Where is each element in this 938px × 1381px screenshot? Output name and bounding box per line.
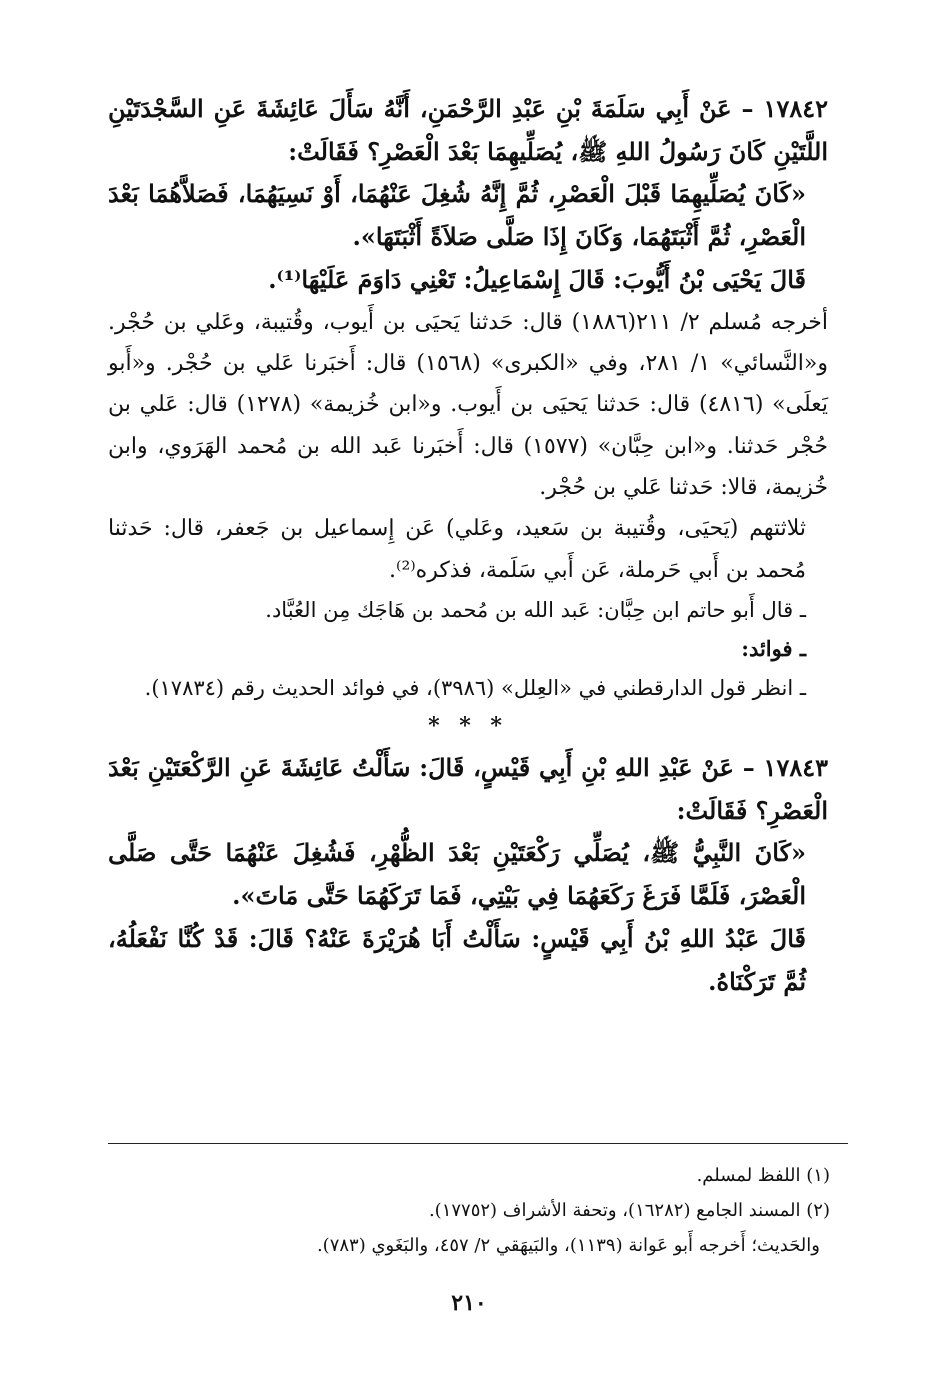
footnote-divider bbox=[108, 1143, 848, 1144]
footnote-1: (١) اللفظ لمسلم. bbox=[696, 1165, 830, 1186]
section-separator: * * * bbox=[428, 712, 508, 739]
fawaid-heading: ـ فوائد: bbox=[741, 635, 806, 661]
ibn-hibban-note: ـ قال أَبو حاتم ابن حِبَّان: عَبد الله بن مُحمد بن هَاجَك مِن العُبَّاد. bbox=[265, 598, 806, 623]
footnote-2-continuation: والحَديث؛ أَخرجه أَبو عَوانة (١١٣٩)، والبَيهَقي ٢/ ٤٥٧، والبَغَوي (٧٨٣). bbox=[316, 1235, 820, 1257]
hadith-17842-isnad: ١٧٨٤٢ – عَنْ أَبِي سَلَمَةَ بْنِ عَبْدِ الرَّحْمَنِ، أَنَّهُ سَأَلَ عَائِشَةَ عَنِ السَّجْدَتَيْنِ اللَّتَيْنِ كَانَ رَسُولُ اللهِ ﷺ، يُصَلِّيهِمَا بَعْدَ الْعَصْرِ؟ فَقَالَتْ: bbox=[108, 94, 828, 166]
hadith-17843-isnad: ١٧٨٤٣ – عَنْ عَبْدِ اللهِ بْنِ أَبِي قَيْسٍ، قَالَ: سَأَلْتُ عَائِشَةَ عَنِ الرَّكْعَتَيْنِ بَعْدَ الْعَصْرِ؟ فَقَالَتْ: bbox=[108, 753, 828, 825]
hadith-17842-matn: «كَانَ يُصَلِّيهِمَا قَبْلَ الْعَصْرِ، ثُمَّ إِنَّهُ شُغِلَ عَنْهُمَا، أَوْ نَسِيَهُمَا، فَصَلاَّهُمَا بَعْدَ الْعَصْرِ، ثُمَّ أَثْبَتَهُمَا، وَكَانَ إِذَا صَلَّى صَلاَةً أَثْبَتَهَا». bbox=[108, 179, 806, 252]
page-number: ٢١٠ bbox=[451, 1290, 487, 1316]
hadith-17843-matn: «كَانَ النَّبِيُّ ﷺ، يُصَلِّي رَكْعَتَيْنِ بَعْدَ الظُّهْرِ، فَشُغِلَ عَنْهُمَا حَتَّى صَلَّى الْعَصْرَ، فَلَمَّا فَرَغَ رَكَعَهُمَا فِي بَيْتِي، فَمَا تَرَكَهُمَا حَتَّى مَاتَ». bbox=[108, 838, 806, 911]
hadith-17842-narrator-comment: قَالَ يَحْيَى بْنُ أَيُّوبَ: قَالَ إِسْمَاعِيلُ: تَعْنِي دَاوَمَ عَلَيْهَا⁽¹⁾. bbox=[268, 264, 806, 294]
page-body bbox=[108, 88, 828, 1003]
footnotes bbox=[108, 1158, 830, 1263]
fawaid-note: ـ انظر قول الدارقطني في «العِلل» (٣٩٨٦)، في فوائد الحديث رقم (١٧٨٣٤). bbox=[144, 675, 806, 700]
hadith-17843-narrator-comment: قَالَ عَبْدُ اللهِ بْنُ أَبِي قَيْسٍ: سَأَلْتُ أَبَا هُرَيْرَةَ عَنْهُ؟ قَالَ: قَدْ كُنَّا نَفْعَلُهُ، ثُمَّ تَرَكْنَاهُ. bbox=[108, 923, 806, 996]
hadith-17842-chain: ثلاثتهم (يَحيَى، وقُتيبة بن سَعيد، وعَلي) عَن إِسماعيل بن جَعفر، قال: حَدثنا مُحمد بن أَبي حَرملة، عَن أَبي سَلَمة، فذكره⁽²⁾. bbox=[108, 516, 806, 583]
hadith-17842-takhrij: أخرجه مُسلم ٢/ ٢١١(١٨٨٦) قال: حَدثنا يَحيَى بن أَيوب، وقُتيبة، وعَلي بن حُجْر. و«النَّسائي» ١/ ٢٨١، وفي «الكبرى» (١٥٦٨) قال: أَخبَرنا عَلي بن حُجْر. و«أَبو يَعلَى» (٤٨١٦) قال: حَدثنا يَحيَى بن أَيوب. و«ابن خُزيمة» (١٢٧٨) قال: عَلي بن حُجْر حَدثنا. و«ابن حِبَّان» (١٥٧٧) قال: أَخبَرنا عَبد الله بن مُحمد الهَرَوي، وابن خُزيمة، قالا: حَدثنا عَلي بن حُجْر. bbox=[108, 309, 829, 501]
footnote-2: (٢) المسند الجامع (١٦٢٨٢)، وتحفة الأشراف (١٧٧٥٢). bbox=[428, 1200, 830, 1222]
